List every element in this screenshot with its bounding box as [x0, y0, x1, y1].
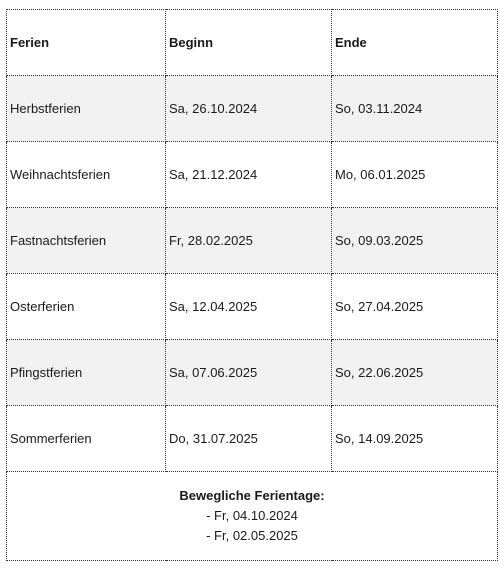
holiday-name-cell: Pfingstferien: [7, 340, 166, 406]
holiday-end-cell: Mo, 06.01.2025: [332, 142, 498, 208]
holiday-table: [6, 9, 498, 561]
movable-holiday-item: - Fr, 04.10.2024: [206, 508, 298, 523]
column-header-ende: Ende: [332, 10, 498, 76]
table-row: [7, 274, 498, 340]
column-header-ferien: Ferien: [7, 10, 166, 76]
holiday-end-cell: So, 03.11.2024: [332, 76, 498, 142]
table-row: [7, 76, 498, 142]
holiday-name-cell: Weihnachtsferien: [7, 142, 166, 208]
movable-holidays-cell: [7, 472, 498, 561]
table-row: [7, 406, 498, 472]
holiday-name-cell: Osterferien: [7, 274, 166, 340]
movable-holiday-item: - Fr, 02.05.2025: [206, 528, 298, 543]
movable-holidays-title: Bewegliche Ferientage:: [179, 488, 325, 503]
holiday-start-cell: Sa, 12.04.2025: [166, 274, 332, 340]
holiday-table-container: [6, 9, 498, 561]
holiday-name-cell: Fastnachtsferien: [7, 208, 166, 274]
holiday-start-cell: Sa, 26.10.2024: [166, 76, 332, 142]
holiday-end-cell: So, 09.03.2025: [332, 208, 498, 274]
table-row: [7, 340, 498, 406]
table-row: [7, 208, 498, 274]
footer-row: [7, 472, 498, 561]
table-row: [7, 142, 498, 208]
holiday-start-cell: Sa, 07.06.2025: [166, 340, 332, 406]
holiday-name-cell: Herbstferien: [7, 76, 166, 142]
holiday-name-cell: Sommerferien: [7, 406, 166, 472]
holiday-start-cell: Do, 31.07.2025: [166, 406, 332, 472]
holiday-end-cell: So, 22.06.2025: [332, 340, 498, 406]
holiday-start-cell: Sa, 21.12.2024: [166, 142, 332, 208]
column-header-beginn: Beginn: [166, 10, 332, 76]
holiday-end-cell: So, 14.09.2025: [332, 406, 498, 472]
holiday-end-cell: So, 27.04.2025: [332, 274, 498, 340]
table-header-row: [7, 10, 498, 76]
holiday-start-cell: Fr, 28.02.2025: [166, 208, 332, 274]
